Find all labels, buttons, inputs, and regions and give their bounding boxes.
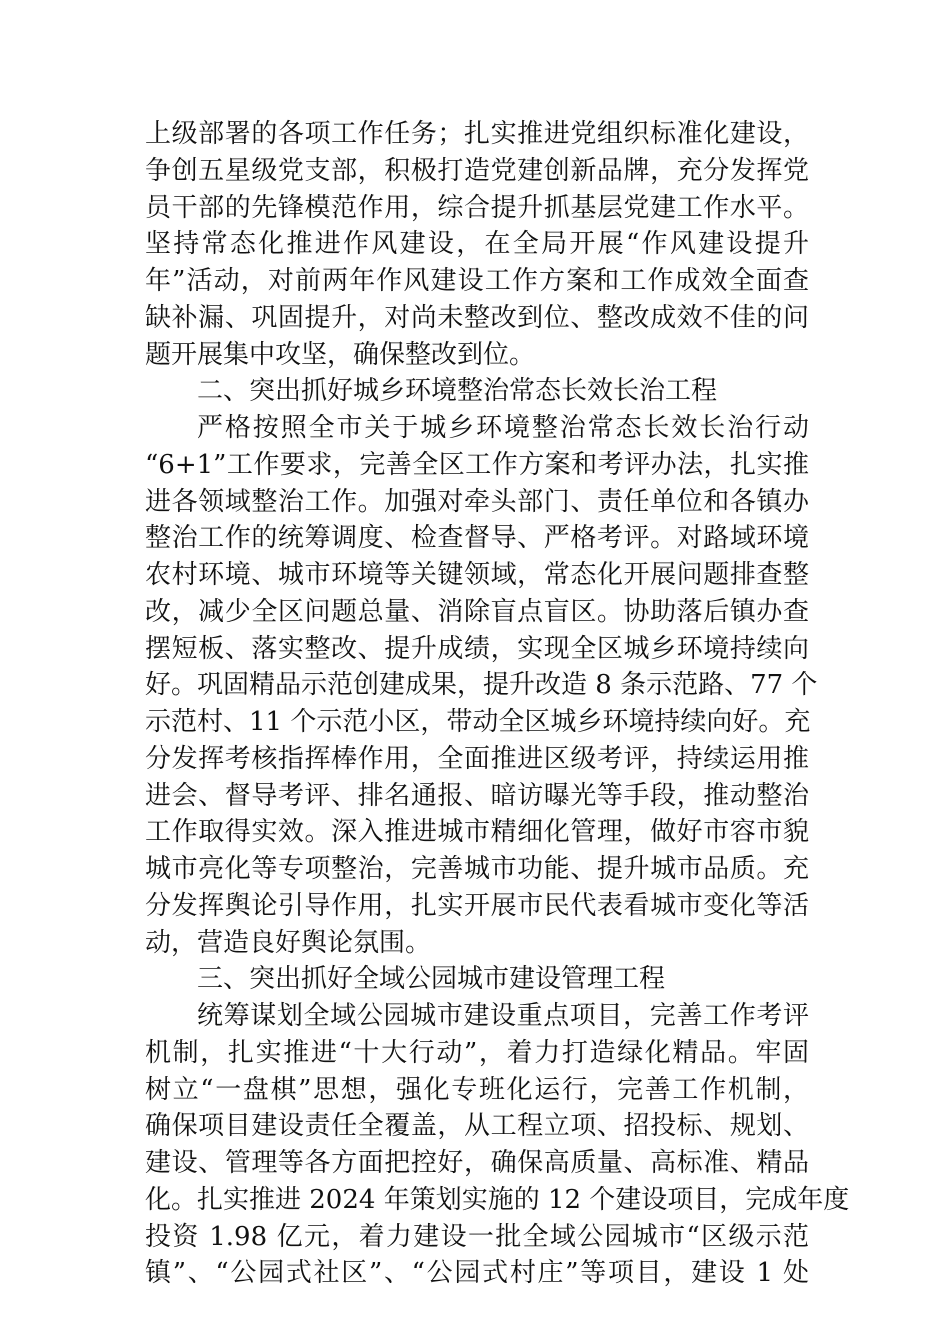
- paragraph-line: 题开展集中攻坚，确保整改到位。: [145, 339, 536, 370]
- paragraph-line: 统筹谋划全域公园城市建设重点项目，完善工作考评: [197, 1001, 809, 1031]
- paragraph-line: 上级部署的各项工作任务；扎实推进党组织标准化建设，: [145, 119, 809, 149]
- paragraph-line: 农村环境、城市环境等关键领域，常态化开展问题排查整: [145, 560, 809, 590]
- paragraph-line: 争创五星级党支部，积极打造党建创新品牌，充分发挥党: [145, 155, 809, 186]
- paragraph-line: 示范村、11 个示范小区，带动全区城乡环境持续向好。充: [145, 707, 811, 737]
- paragraph-line: 改，减少全区问题总量、消除盲点盲区。协助落后镇办查: [145, 596, 809, 627]
- paragraph-line: 建设、管理等各方面把控好，确保高质量、高标准、精品: [145, 1148, 809, 1178]
- paragraph-line: 进会、督导考评、排名通报、暗访曝光等手段，推动整治: [145, 780, 809, 811]
- paragraph-line: 分发挥舆论引导作用，扎实开展市民代表看城市变化等活: [145, 890, 809, 921]
- paragraph-line: 员干部的先锋模范作用，综合提升抓基层党建工作水平。: [145, 192, 809, 223]
- paragraph-line: 整治工作的统筹调度、检查督导、严格考评。对路域环境: [145, 523, 809, 554]
- paragraph-line: 工作取得实效。深入推进城市精细化管理，做好市容市貌: [145, 817, 809, 848]
- paragraph-line: 投资 1.98 亿元，着力建设一批全域公园城市“区级示范: [145, 1221, 809, 1252]
- paragraph-line: 树立“一盘棋”思想，强化专班化运行，完善工作机制，: [145, 1074, 809, 1105]
- paragraph-line: 年”活动，对前两年作风建设工作方案和工作成效全面查: [145, 266, 809, 296]
- paragraph-line: “6+1”工作要求，完善全区工作方案和考评办法，扎实推: [145, 449, 809, 480]
- paragraph-line: 镇”、“公园式社区”、“公园式村庄”等项目，建设 1 处: [145, 1258, 809, 1289]
- paragraph-line: 摆短板、落实整改、提升成绩，实现全区城乡环境持续向: [145, 633, 809, 664]
- paragraph-line: 进各领域整治工作。加强对牵头部门、责任单位和各镇办: [145, 486, 809, 517]
- paragraph-line: 严格按照全市关于城乡环境整治常态长效长治行动: [197, 413, 809, 443]
- paragraph-line: 确保项目建设责任全覆盖，从工程立项、招投标、规划、: [145, 1111, 809, 1142]
- paragraph-line: 坚持常态化推进作风建设，在全局开展“作风建设提升: [145, 229, 809, 260]
- paragraph-line: 缺补漏、巩固提升，对尚未整改到位、整改成效不佳的问: [145, 302, 809, 333]
- document-body: [145, 116, 850, 1292]
- paragraph-line: 城市亮化等专项整治，完善城市功能、提升城市品质。充: [145, 854, 809, 884]
- section-heading: 三、突出抓好全域公园城市建设管理工程: [197, 964, 666, 995]
- paragraph-line: 好。巩固精品示范创建成果，提升改造 8 条示范路、77 个: [145, 670, 818, 701]
- paragraph-line: 化。扎实推进 2024 年策划实施的 12 个建设项目，完成年度: [145, 1184, 850, 1215]
- paragraph-line: 动，营造良好舆论氛围。: [145, 927, 432, 958]
- paragraph-line: 分发挥考核指挥棒作用，全面推进区级考评，持续运用推: [145, 743, 809, 774]
- paragraph-line: 机制，扎实推进“十大行动”，着力打造绿化精品。牢固: [145, 1037, 809, 1068]
- section-heading: 二、突出抓好城乡环境整治常态长效长治工程: [197, 376, 718, 407]
